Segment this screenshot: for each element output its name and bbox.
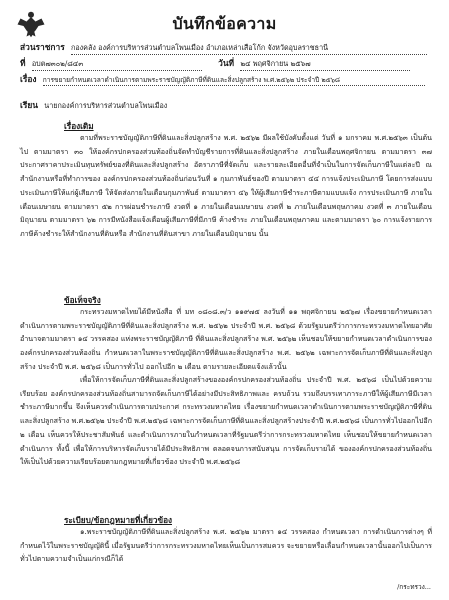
agency-label: ส่วนราชการ <box>20 42 65 52</box>
ref-number: อบต๗๓๐๒/๘๔๓ <box>32 59 202 71</box>
subject-value: การขยายกำหนดเวลาดำเนินการตามพระราชบัญญัติภาษีที่ดินและสิ่งปลูกสร้าง พ.ศ.๒๕๖๒ ประจำปี ๒๕๖๘ <box>43 74 425 86</box>
salutation-label: เรียน <box>20 100 38 110</box>
agency-value: กองคลัง องค์การบริหารส่วนตำบลโพนเมือง อำเภอเหล่าเสือโก้ก จังหวัดอุบลราชธานี <box>71 43 427 55</box>
facts-heading: ข้อเท็จจริง <box>64 295 101 305</box>
salutation-value: นายกองค์การบริหารส่วนตำบลโพนเมือง <box>44 101 168 110</box>
ref-label: ที่ <box>20 58 26 68</box>
facts-paragraph-1: กระทรวงมหาดไทยได้มีหนังสือ ที่ มท ๐๘๐๘.๓/ว ๑๑๙๗๕ ลงวันที่ ๑๑ พฤศจิกายน ๒๕๖๗ เรื่องขยายกำหนดเวลาดำเนินการตามพระราชบัญญัติภาษีที่ดินและสิ่งปลูกสร้าง พ.ศ. ๒๕๖๒ ประจำปี พ.ศ. ๒๕๖๘ ด้วยรัฐมนตรีว่าการกระทรวงมหาดไทยอาศัยอำนาจตามมาตรา ๑๔ วรรคสอง แห่งพระราชบัญญัติภาษี ที่ดินและสิ่งปลูกสร้าง พ.ศ. ๒๕๖๒ เห็นชอบให้ขยายกำหนดเวลาดำเนินการขององค์กรปกครองส่วนท้องถิ่น กำหนดเวลาในพระราชบัญญัติภาษีที่ดินและสิ่งปลูกสร้าง พ.ศ. ๒๕๖๒ เฉพาะการจัดเก็บภาษีที่ดินและสิ่งปลูก สร้าง ประจำปี พ.ศ. ๒๕๖๘ เป็นการทั่วไป ออกไปอีก ๒ เดือน ตามรายละเอียดแจ้งแล้วนั้น <box>20 307 432 371</box>
agency-row <box>20 40 427 55</box>
date-label: วันที่ <box>218 58 235 68</box>
subject-label: เรื่อง <box>20 74 37 84</box>
subject-row <box>20 72 425 86</box>
ref-date-row <box>20 56 410 71</box>
background-paragraph: ตามที่พระราชบัญญัติภาษีที่ดินและสิ่งปลูกสร้าง พ.ศ. ๒๕๖๒ มีผลใช้บังคับตั้งแต่ วันที่ ๑ มกราคม พ.ศ.๒๕๖๓ เป็นต้นไป ตามมาตรา ๓๐ ให้องค์กรปกครองส่วนท้องถิ่นจัดทำบัญชีรายการที่ดินและสิ่งปลูกสร้าง ภายในเดือนพฤศจิกายน ตามมาตรา ๓๗ ประกาศราคาประเมินทุนทรัพย์ของที่ดินและสิ่งปลูกสร้าง อัตราภาษีที่จัดเก็บ และรายละเอียดอื่นที่จำเป็นในการจัดเก็บภาษีในแต่ละปี ณ สำนักงานหรือที่ทำการของ องค์กรปกครองส่วนท้องถิ่นก่อนวันที่ ๑ กุมภาพันธ์ของปี ตามมาตรา ๔๔ การแจ้งประเมินภาษี โดยการส่งแบบ ประเมินภาษีให้แก่ผู้เสียภาษี ให้จัดส่งภายในเดือนกุมภาพันธ์ ตามมาตรา ๔๖ ให้ผู้เสียภาษีชำระภาษีตามแบบแจ้ง การประเมินภาษี ภายในเดือนเมษายน ตามมาตรา ๕๒ การผ่อนชำระภาษี งวดที่ ๑ ภายในเดือนเมษายน งวดที่ ๒ ภายในเดือนพฤษภาคม งวดที่ ๓ ภายในเดือนมิถุนายน ตามมาตรา ๖๒ การมีหนังสือแจ้งเตือนผู้เสียภาษีที่มีภาษี ค้างชำระ ภายในเดือนพฤษภาคม และตามมาตรา ๖๐ การแจ้งรายการภาษีค้างชำระให้สำนักงานที่ดินหรือ สำนักงานที่ดินสาขา ภายในเดือนมิถุนายน นั้น <box>20 133 432 238</box>
background-heading: เรื่องเดิม <box>64 121 94 131</box>
continuation-note: /กระทรวง... <box>397 583 431 591</box>
law-paragraph: ๑.พระราชบัญญัติภาษีที่ดินและสิ่งปลูกสร้าง พ.ศ. ๒๕๖๒ มาตรา ๑๔ วรรคสอง กำหนดเวลา การดำเนินการต่างๆ ที่กำหนดไว้ในพระราชบัญญัตินี้ เมื่อรัฐมนตรีว่าการกระทรวงมหาดไทยเห็นเป็นการสมควร จะขยายหรือเลื่อนกำหนดเวลานั้นออกไปเป็นการทั่วไปตามความจำเป็นแก่กรณีก็ได้ <box>20 527 432 564</box>
page-title: บันทึกข้อความ <box>172 14 277 33</box>
law-heading: ระเบียบ/ข้อกฎหมายที่เกี่ยวข้อง <box>64 515 172 525</box>
facts-paragraph-2: เพื่อให้การจัดเก็บภาษีที่ดินและสิ่งปลูกสร้างขององค์กรปกครองส่วนท้องถิ่น ประจำปี พ.ศ. ๒๕๖๘ เป็นไปด้วยความเรียบร้อย องค์กรปกครองส่วนท้องถิ่นสามารถจัดเก็บภาษีได้อย่างมีประสิทธิภาพและ ครบถ้วน รวมถึงบรรเทาภาระภาษีให้ผู้เสียภาษีมีเวลาชำระภาษีมากขึ้น จึงเห็นควรดำเนินการตามประกาศ กระทรวงมหาดไทย เรื่องขยายกำหนดเวลาดำเนินการตามพระราชบัญญัติภาษีที่ดินและสิ่งปลูกสร้าง พ.ศ.๒๕๖๒ ประจำปี พ.ศ.๒๕๖๘ เฉพาะการจัดเก็บภาษีที่ดินและสิ่งปลูกสร้างประจำปี พ.ศ.๒๕๖๘ เป็นการทั่วไปออกไปอีก ๒ เดือน เห็นควรให้ประชาสัมพันธ์ และดำเนินการภายในกำหนดเวลาที่รัฐมนตรีว่าการกระทรวงมหาดไทย เห็นชอบให้ขยายกำหนดเวลาดำเนินการ ทั้งนี้ เพื่อให้การบริหารจัดเก็บรายได้มีประสิทธิภาพ ตลอดจนการสนับสนุน การจัดเก็บรายได้ ขององค์กรปกครองส่วนท้องถิ่นให้เป็นไปด้วยความเรียบร้อยตามกฎหมายที่เกี่ยวข้อง ประจำปี พ.ศ.๒๕๖๘ <box>20 375 432 467</box>
salutation-row <box>20 98 167 112</box>
date-value: ๒๔ พฤศจิกายน ๒๕๖๗ <box>240 59 410 71</box>
